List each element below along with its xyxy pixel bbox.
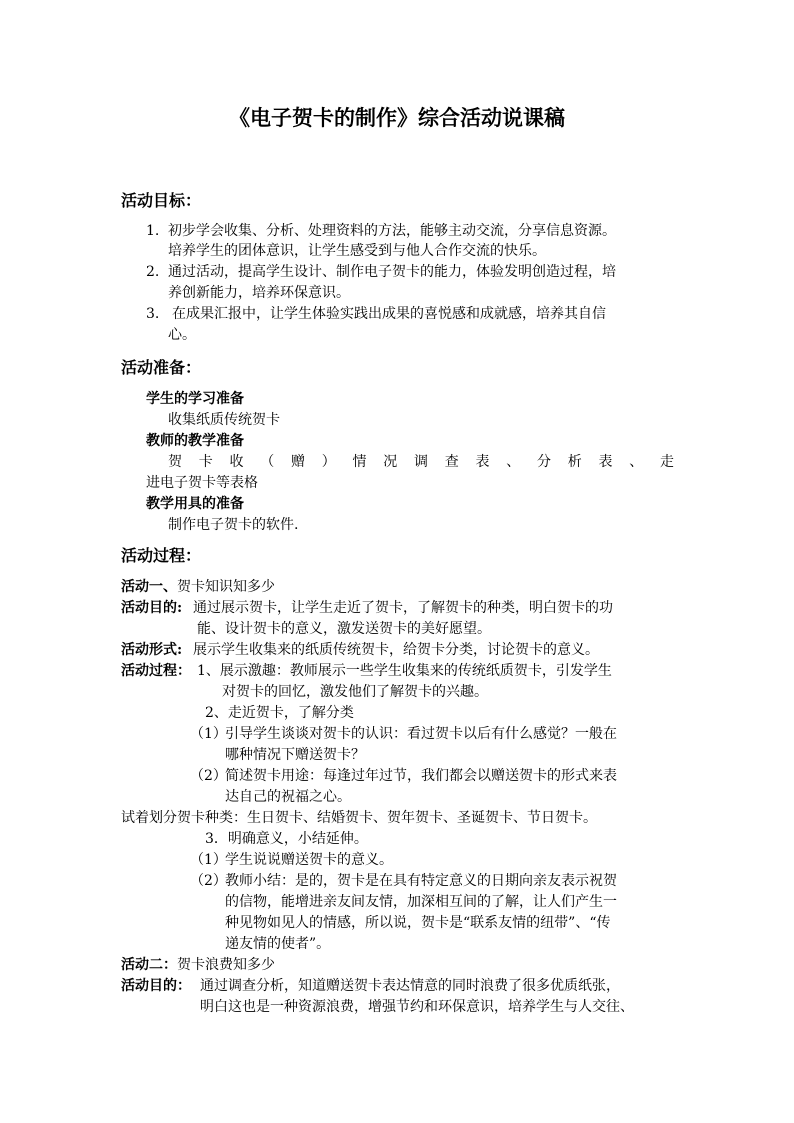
goals-heading: 活动目标： [121,191,202,210]
goal-3-line-2: 心。 [168,327,196,343]
step-1-line-2: 对贺卡的回忆，激发他们了解贺卡的兴趣。 [222,684,488,700]
tools-prep-text: 制作电子贺卡的软件. [168,517,299,533]
activity-2-purpose-line-2: 明白这也是一种资源浪费，增强节约和环保意识，培养学生与人交往、 [200,999,634,1015]
goal-2-number: 2. [146,264,160,280]
activity-1-process-label: 活动过程： [121,663,191,679]
card-classification: 试着划分贺卡种类：生日贺卡、结婚贺卡、贺年贺卡、圣诞贺卡、节日贺卡。 [121,810,597,826]
step-2a-line-1: 引导学生谈谈对贺卡的认识：看过贺卡以后有什么感觉？一般在 [225,726,617,742]
process-heading: 活动过程： [121,546,202,565]
step-3b-line-3: 种见物如见人的情感，所以说，贺卡是“联系友情的纽带”、“传 [225,915,611,931]
teacher-prep-line-1: 贺卡收（赠）情况调查表、分析表、走 [168,454,674,470]
step-2b-number: （2） [190,768,227,784]
activity-1-heading [121,577,275,597]
activity-2-heading [121,955,275,975]
step-1-line-1: 1、展示激趣：教师展示一些学生收集来的传统纸质贺卡，引发学生 [197,663,612,679]
step-2: 2、走近贺卡，了解分类 [205,705,354,721]
student-prep-label: 学生的学习准备 [146,391,244,407]
goal-3-number: 3. [146,306,160,322]
prep-heading: 活动准备： [121,358,202,377]
student-prep-text: 收集纸质传统贺卡 [168,412,280,428]
step-3b-line-2: 的信物，能增进亲友间友情，加深相互间的了解，让人们产生一 [225,894,617,910]
step-3a-text: 学生说说赠送贺卡的意义。 [225,852,393,868]
step-3a-number: （1） [190,852,227,868]
activity-1-title: 贺卡知识知多少 [177,579,275,595]
activity-1-form-text: 展示学生收集来的纸质传统贺卡，给贺卡分类，讨论贺卡的意义。 [193,642,599,658]
activity-1-purpose-label: 活动目的: [121,600,183,616]
step-3: 3．明确意义，小结延伸。 [205,831,368,847]
activity-1-form-label: 活动形式: [121,642,183,658]
activity-2-purpose-line-1: 通过调查分析，知道赠送贺卡表达情意的同时浪费了很多优质纸张， [200,978,620,994]
activity-1-purpose-line-1: 通过展示贺卡，让学生走近了贺卡，了解贺卡的种类，明白贺卡的功 [193,600,613,616]
step-2b-line-2: 达自己的祝福之心。 [225,789,351,805]
goal-1-line-2: 培养学生的团体意识，让学生感受到与他人合作交流的快乐。 [168,243,546,259]
activity-1-purpose-line-2: 能、设计贺卡的意义，激发送贺卡的美好愿望。 [197,621,491,637]
activity-1-label: 活动一、 [121,579,177,595]
step-3b-line-1: 教师小结：是的，贺卡是在具有特定意义的日期向亲友表示祝贺 [225,873,617,889]
teacher-prep-label: 教师的教学准备 [146,433,244,449]
step-3b-number: （2） [190,873,227,889]
page-title: 《电子贺卡的制作》综合活动说课稿 [229,105,565,130]
activity-2-label: 活动二： [121,957,177,973]
tools-prep-label: 教学用具的准备 [146,496,244,512]
step-2b-line-1: 简述贺卡用途：每逢过年过节，我们都会以赠送贺卡的形式来表 [225,768,617,784]
activity-2-purpose-label: 活动目的： [121,978,191,994]
step-3b-line-4: 递友情的使者”。 [225,936,331,952]
step-2a-line-2: 哪种情况下赠送贺卡？ [225,747,365,763]
goal-3-line-1: 在成果汇报中，让学生体验实践出成果的喜悦感和成就感，培养其自信 [172,306,606,322]
activity-2-title: 贺卡浪费知多少 [177,957,275,973]
teacher-prep-line-2: 进电子贺卡等表格 [146,475,258,491]
goal-1-number: 1. [146,223,160,239]
step-2a-number: （1） [190,726,227,742]
goal-2-line-2: 养创新能力，培养环保意识。 [168,285,350,301]
goal-1-line-1: 初步学会收集、分析、处理资料的方法，能够主动交流，分享信息资源。 [168,223,616,239]
goal-2-line-1: 通过活动，提高学生设计、制作电子贺卡的能力，体验发明创造过程，培 [168,264,616,280]
